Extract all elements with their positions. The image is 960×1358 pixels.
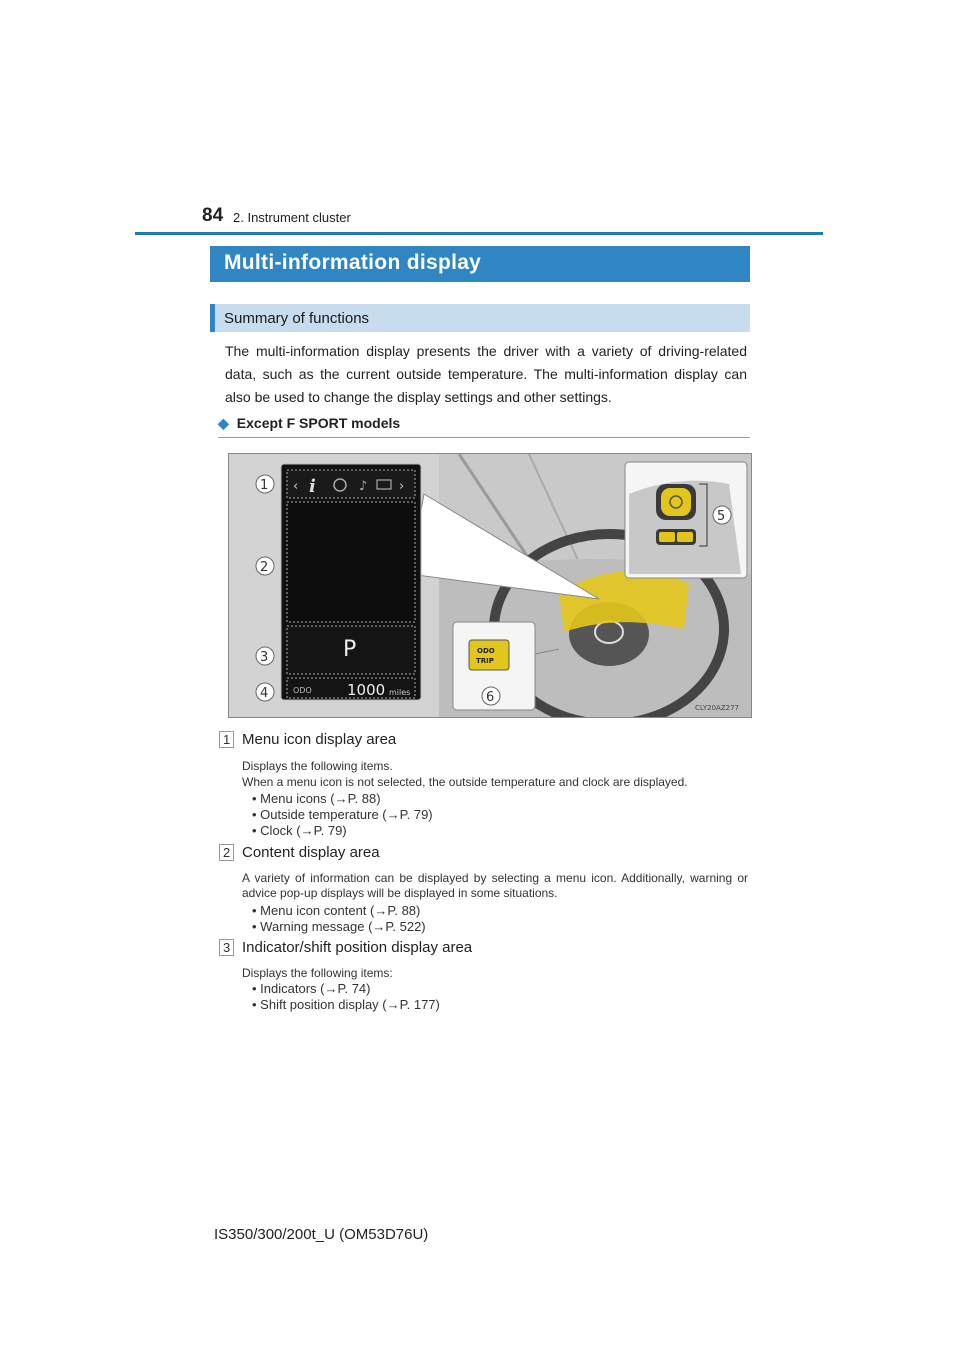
figure-illustration: [229, 454, 751, 717]
item-title: Content display area: [242, 844, 380, 861]
svg-text:i: i: [309, 476, 316, 497]
header-rule: [135, 232, 823, 235]
item-title: Menu icon display area: [242, 731, 397, 748]
callout-5: 5: [717, 509, 726, 524]
instrument-figure: [228, 453, 752, 718]
item-description: Displays the following items:: [242, 966, 393, 980]
callout-3: 3: [260, 650, 269, 665]
item-description: When a menu icon is not selected, the outside temperature and clock are displayed.: [242, 775, 688, 789]
diamond-icon: ◆: [218, 415, 229, 431]
section-title: Multi-information display: [224, 251, 482, 274]
subtitle-accent: [210, 304, 215, 332]
shift-letter: P: [343, 637, 357, 662]
item-number: 2: [219, 844, 234, 861]
list-item: • Outside temperature (→P. 79): [252, 807, 433, 822]
odo-unit: miles: [389, 688, 411, 697]
svg-text:‹: ‹: [293, 479, 299, 494]
page-footer: IS350/300/200t_U (OM53D76U): [214, 1226, 429, 1243]
list-item: • Menu icon content (→P. 88): [252, 903, 421, 918]
item-description: Displays the following items.: [242, 759, 393, 773]
svg-text:♪: ♪: [359, 479, 368, 494]
odo-value: 1000: [347, 681, 386, 699]
figure-code: CLY20AZ277: [695, 704, 739, 712]
item-number: 3: [219, 939, 234, 956]
section-heading: [218, 415, 400, 432]
section-rule: [218, 437, 750, 438]
chapter-title: 2. Instrument cluster: [233, 210, 351, 225]
section-title-bar: [210, 246, 750, 282]
item-number: 1: [219, 731, 234, 748]
callout-1: 1: [260, 478, 269, 493]
callout-4: 4: [260, 686, 269, 701]
list-item: • Warning message (→P. 522): [252, 919, 426, 934]
subtitle: Summary of functions: [224, 310, 370, 327]
intro-paragraph: The multi-information display presents the driver with a variety of driving-related data, such as the current outside temperature. The multi-information display can also be used to change the display settings and other settings.: [225, 343, 747, 405]
list-item: • Shift position display (→P. 177): [252, 997, 440, 1012]
callout-6: 6: [486, 690, 495, 705]
trip-button-label: TRIP: [476, 657, 494, 665]
odo-button-label: ODO: [477, 647, 495, 655]
odo-label: ODO: [293, 686, 312, 695]
section-heading-text: Except F SPORT models: [236, 415, 401, 431]
item-description: A variety of information can be displayed by selecting a menu icon. Additionally, warning or advice pop-up displays will be displayed in some situations.: [242, 871, 748, 900]
page-number: 84: [202, 205, 224, 226]
list-item: • Clock (→P. 79): [252, 823, 347, 838]
list-item: • Indicators (→P. 74): [252, 981, 371, 996]
list-item: • Menu icons (→P. 88): [252, 791, 381, 806]
callout-2: 2: [260, 560, 269, 575]
subtitle-bar: [210, 304, 750, 332]
svg-text:›: ›: [399, 479, 405, 494]
item-title: Indicator/shift position display area: [242, 939, 473, 956]
